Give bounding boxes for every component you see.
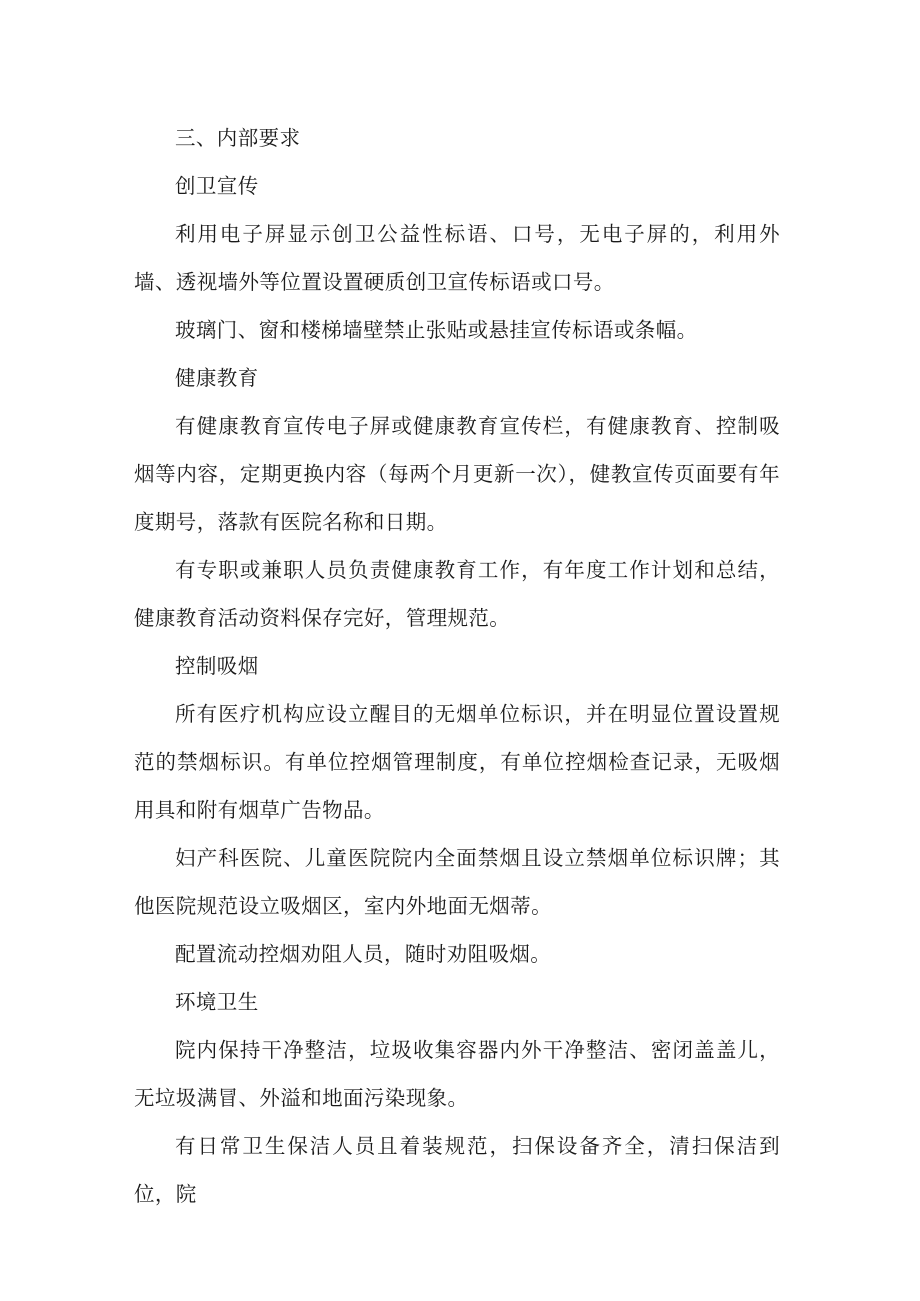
section-heading: 三、内部要求 [175, 126, 301, 150]
paragraph: 有专职或兼职人员负责健康教育工作，有年度工作计划和总结，健康教育活动资料保存完好，管理规范。 [134, 558, 780, 630]
subheading-health-education: 健康教育 [175, 366, 259, 390]
subheading-smoking-control: 控制吸烟 [175, 654, 259, 678]
paragraph: 配置流动控烟劝阻人员，随时劝阻吸烟。 [175, 942, 552, 966]
paragraph: 有健康教育宣传电子屏或健康教育宣传栏，有健康教育、控制吸烟等内容，定期更换内容（每两个月更新一次），健教宣传页面要有年度期号，落款有医院名称和日期。 [134, 414, 780, 534]
paragraph: 妇产科医院、儿童医院院内全面禁烟且设立禁烟单位标识牌；其他医院规范设立吸烟区，室内外地面无烟蒂。 [134, 846, 780, 918]
paragraph: 院内保持干净整洁，垃圾收集容器内外干净整洁、密闭盖盖儿，无垃圾满冒、外溢和地面污染现象。 [134, 1038, 780, 1110]
subheading-publicity: 创卫宣传 [175, 174, 259, 198]
paragraph: 玻璃门、窗和楼梯墙壁禁止张贴或悬挂宣传标语或条幅。 [175, 318, 698, 342]
subheading-environmental-hygiene: 环境卫生 [175, 990, 259, 1014]
paragraph: 利用电子屏显示创卫公益性标语、口号，无电子屏的，利用外墙、透视墙外等位置设置硬质创卫宣传标语或口号。 [134, 222, 780, 294]
document-body [134, 114, 780, 1218]
paragraph: 所有医疗机构应设立醒目的无烟单位标识，并在明显位置设置规范的禁烟标识。有单位控烟管理制度，有单位控烟检查记录，无吸烟用具和附有烟草广告物品。 [134, 702, 780, 822]
paragraph: 有日常卫生保洁人员且着装规范，扫保设备齐全，清扫保洁到位，院 [134, 1134, 780, 1206]
